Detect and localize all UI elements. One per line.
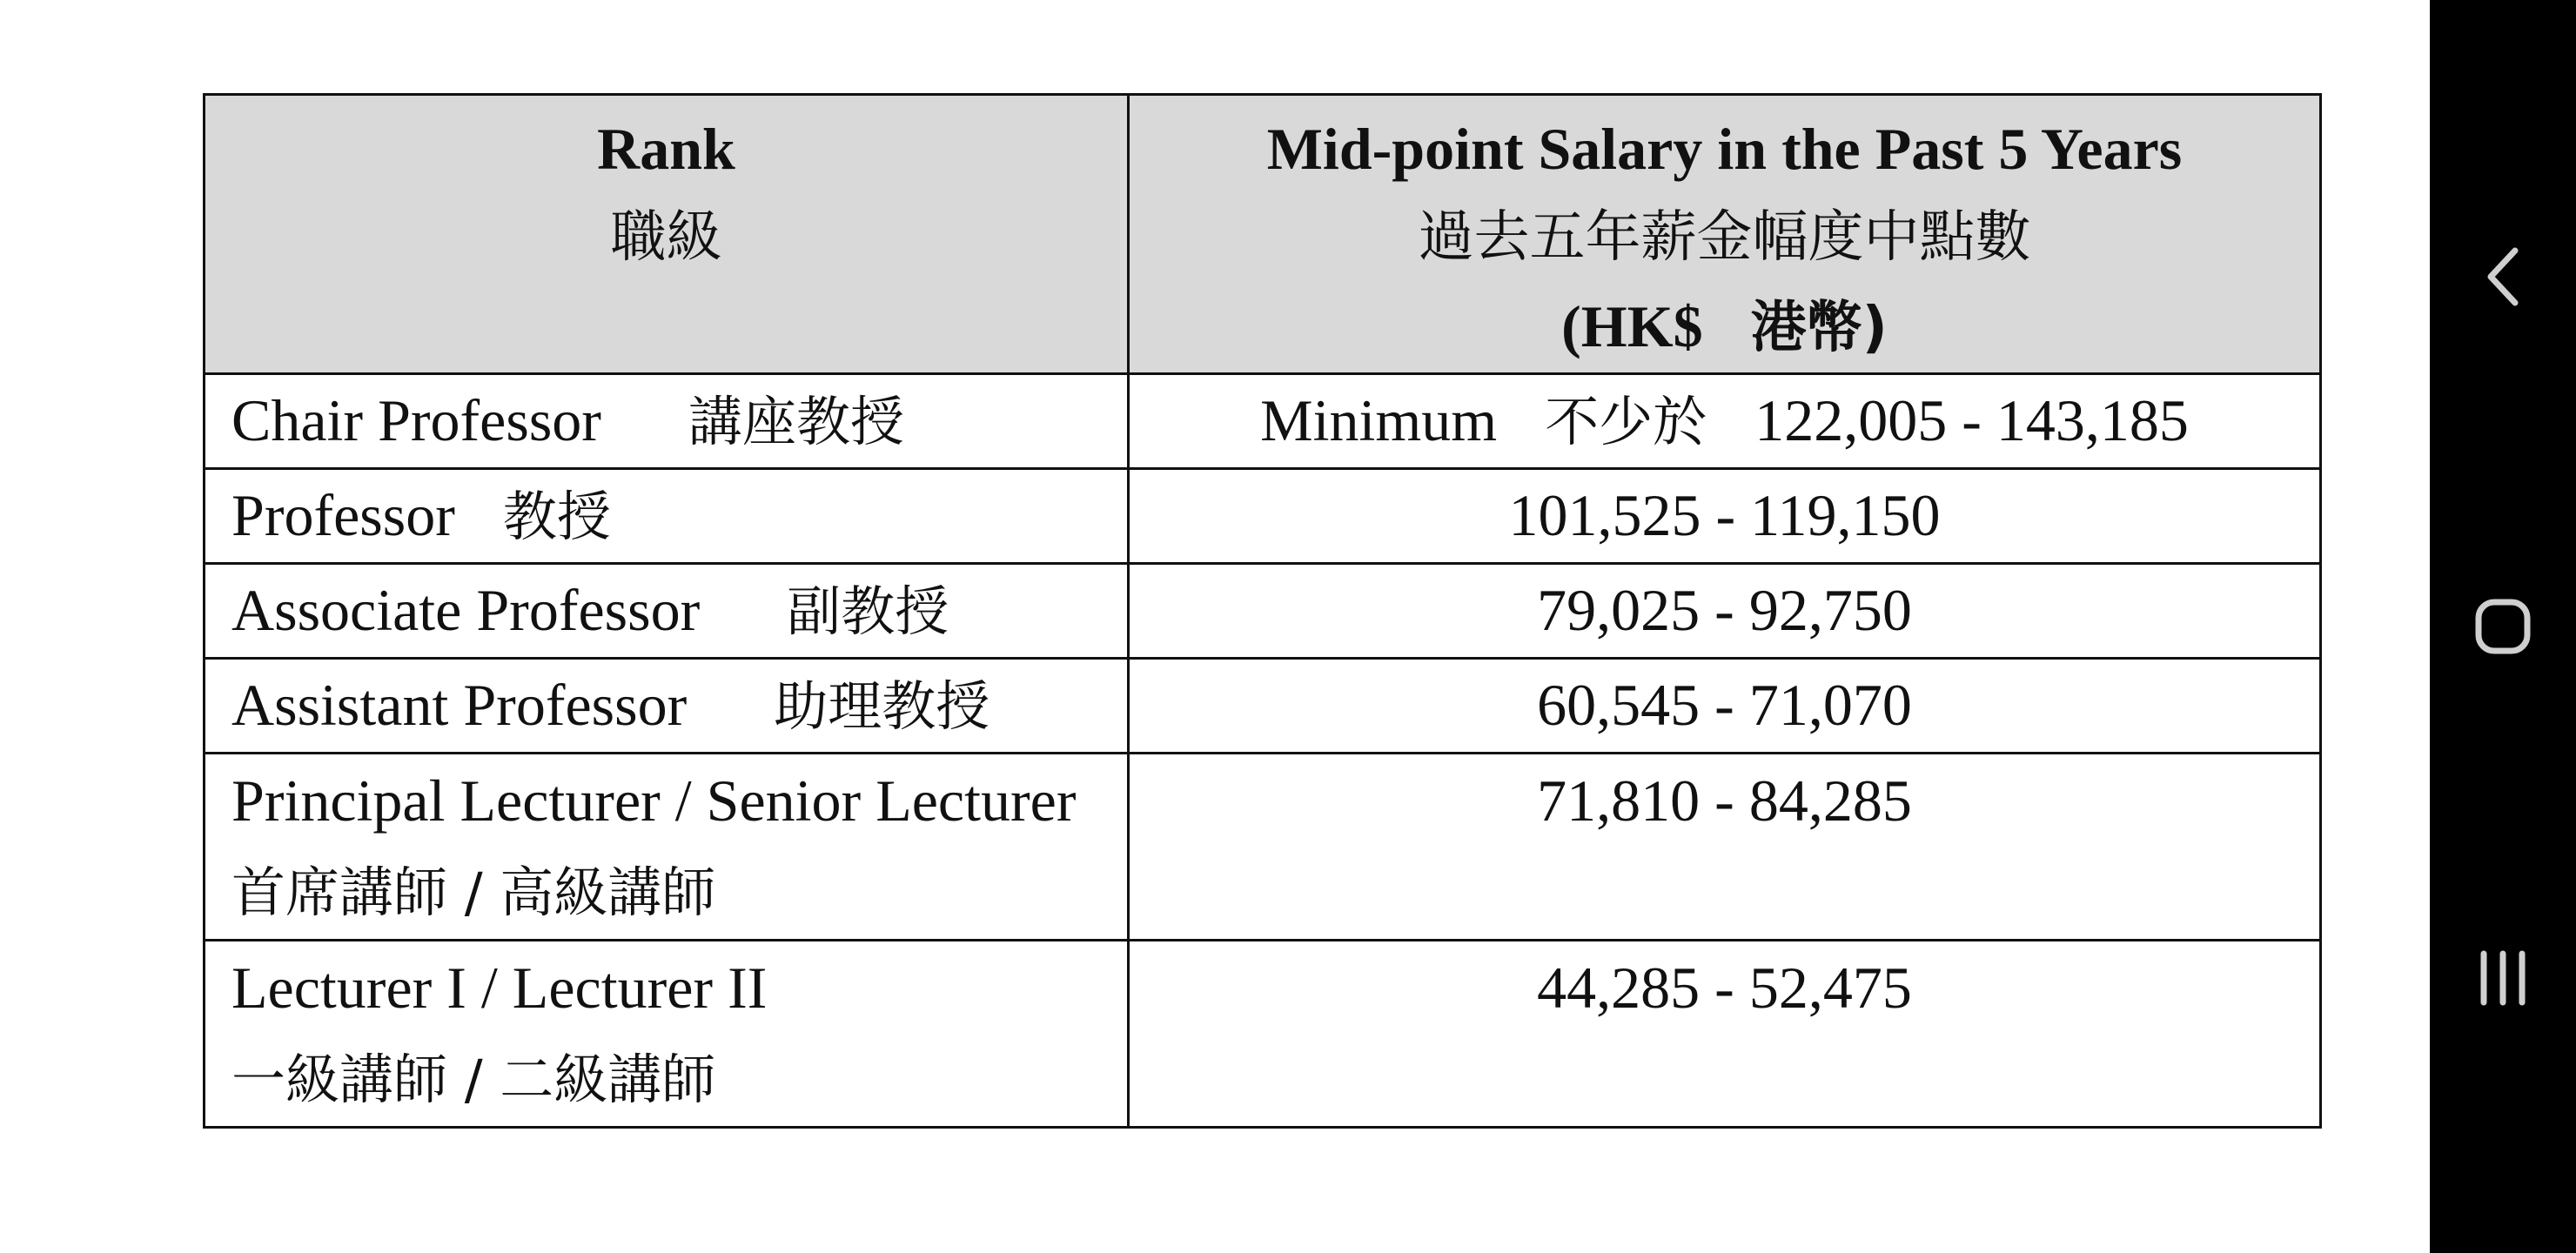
currency-header [1130, 282, 2319, 372]
salary-range: 71,810 - 84,285 [1537, 767, 1912, 834]
salary-header [1129, 95, 2321, 374]
rank-zh: 副教授 [787, 580, 949, 643]
rank-en: Chair Professor [231, 387, 601, 453]
rank-cell [205, 659, 1129, 754]
android-navigation-bar [2430, 0, 2576, 1253]
rank-zh: 教授 [502, 485, 611, 548]
salary-range: 79,025 - 92,750 [1537, 577, 1912, 643]
rank-header-en: Rank [597, 116, 735, 182]
table-row [205, 564, 2321, 659]
minimum-en: Minimum [1260, 387, 1498, 453]
rank-header [205, 95, 1129, 374]
salary-cell [1129, 754, 2321, 941]
currency-en: (HK$ [1561, 293, 1703, 359]
salary-cell [1129, 374, 2321, 469]
salary-table [203, 93, 2322, 1129]
table-row [205, 374, 2321, 469]
salary-range: 60,545 - 71,070 [1537, 672, 1912, 738]
rank-cell [205, 754, 1129, 941]
rank-zh: 一級講師 / 二級講師 [231, 1048, 716, 1111]
rank-cell [205, 374, 1129, 469]
three-bars-icon [2468, 943, 2538, 1013]
table-row [205, 469, 2321, 564]
salary-cell [1129, 941, 2321, 1128]
rank-header-zh: 職級 [610, 205, 722, 270]
salary-range: 122,005 - 143,185 [1754, 387, 2189, 453]
rank-en: Lecturer I / Lecturer II [231, 955, 768, 1021]
table-row [205, 941, 2321, 1128]
salary-range: 44,285 - 52,475 [1537, 955, 1912, 1021]
minimum-zh: 不少於 [1545, 390, 1707, 453]
salary-header-en: Mid-point Salary in the Past 5 Years [1266, 116, 2183, 182]
chevron-left-icon [2477, 242, 2529, 312]
rank-en: Assistant Professor [231, 672, 688, 738]
currency-zh: 港幣) [1750, 296, 1888, 360]
salary-cell [1129, 469, 2321, 564]
recent-apps-button[interactable] [2459, 935, 2546, 1022]
rank-cell [205, 941, 1129, 1128]
table-header-row [205, 95, 2321, 374]
rank-en: Principal Lecturer / Senior Lecturer [231, 767, 1077, 834]
salary-range: 101,525 - 119,150 [1508, 482, 1941, 548]
rank-cell [205, 469, 1129, 564]
salary-cell [1129, 659, 2321, 754]
rank-en: Professor [231, 482, 455, 548]
table-row [205, 659, 2321, 754]
rank-zh: 首席講師 / 高級講師 [231, 861, 716, 924]
salary-header-zh: 過去五年薪金幅度中點數 [1418, 205, 2031, 270]
back-button[interactable] [2459, 233, 2546, 320]
rounded-square-icon [2468, 592, 2538, 661]
rank-en: Associate Professor [231, 577, 701, 643]
salary-cell [1129, 564, 2321, 659]
table-row [205, 754, 2321, 941]
rank-cell [205, 564, 1129, 659]
home-button[interactable] [2459, 583, 2546, 670]
rank-zh: 講座教授 [688, 390, 904, 453]
rank-zh: 助理教授 [774, 674, 990, 738]
